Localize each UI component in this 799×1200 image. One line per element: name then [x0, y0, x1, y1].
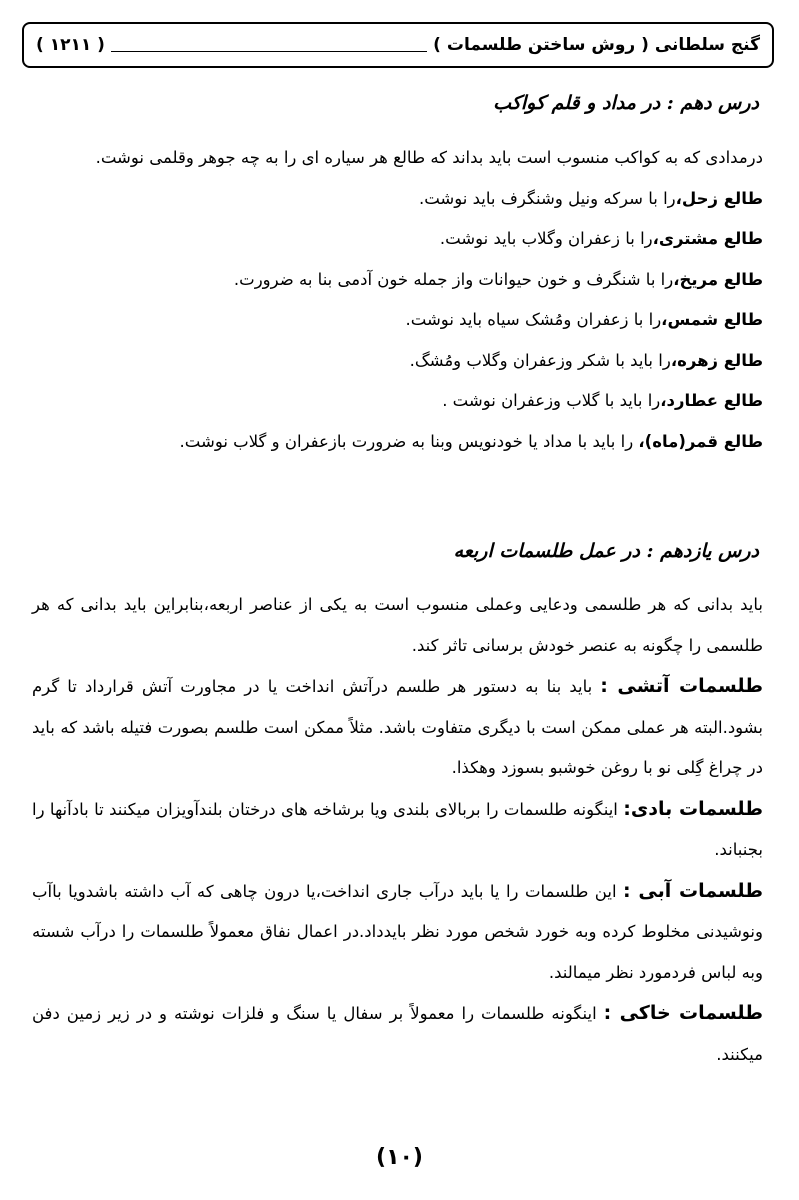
lesson10-item — [32, 422, 763, 463]
item-label: طالع مشتری، — [652, 229, 763, 248]
item-text: را باید با مداد یا خودنویس وبنا به ضرورت بازعفران و گلاب نوشت. — [179, 431, 639, 451]
item-text: را باید با شکر وزعفران وگلاب ومُشگ. — [409, 350, 671, 370]
page-header — [22, 22, 774, 68]
lesson10-item — [32, 260, 763, 301]
lesson10-item — [32, 219, 763, 260]
item-label: طلسمات آبی : — [622, 879, 763, 902]
item-text: را با زعفران ومُشک سیاه باید نوشت. — [405, 310, 662, 329]
lesson11-body — [32, 585, 763, 1075]
lesson10-body — [32, 138, 763, 462]
page-number: (۱۰) — [376, 1145, 423, 1170]
header-rule — [111, 39, 427, 52]
lesson11-intro: باید بدانی که هر طلسمی ودعایی وعملی منسوب است به یکی از عناصر اربعه،بنابراین باید بدانی که هر طلسمی را چگونه به عنصر خودش برسانی تاثر کند. — [32, 595, 763, 655]
item-text: را با شنگرف و خون حیوانات واز جمله خون آدمی بنا به ضرورت. — [233, 269, 674, 289]
item-label: طلسمات خاکی : — [603, 1002, 763, 1024]
item-text: این طلسمات را یا باید درآب جاری انداخت،یا درون چاهی که آب داشته باشدویا باآب ونوشیدنی مخلوط کرده وبه خورد شخص مورد نظر بایدداد.در اعمال نفاق معمولاً طلسمات را درآب شسته وبه لباس فردمورد نظر میمالند. — [32, 881, 763, 982]
item-text: را با سرکه ونیل وشنگرف باید نوشت. — [418, 188, 676, 208]
item-text: را با زعفران وگلاب باید نوشت. — [439, 229, 653, 248]
lesson10-title: درس دهم : در مداد و قلم کواکب — [493, 92, 759, 114]
item-label: طالع شمس، — [661, 310, 763, 329]
lesson10-item — [32, 341, 763, 382]
item-text: را باید با گلاب وزعفران نوشت . — [442, 391, 661, 410]
lesson10-intro: درمدادی که به کواکب منسوب است باید بداند که طالع هر سیاره ای را به چه جوهر وقلمی نوشت. — [95, 148, 763, 167]
item-label: طالع قمر(ماه)، — [638, 431, 763, 451]
lesson11-title: درس یازدهم : در عمل طلسمات اربعه — [453, 540, 759, 562]
item-text: باید بنا به دستور هر طلسم درآتش انداخت یا در مجاورت آتش قرارداد تا گرم بشود.البته هر عملی ممکن است با دیگری متفاوت باشد. مثلاً ممکن است طلسم بصورت فتیله باشد که باید در چراغ گِلی نو با روغن خوشبو بسوزد وهکذا. — [32, 677, 763, 777]
lesson10-item — [32, 300, 763, 341]
item-text: اینگونه طلسمات را بربالای بلندی ویا برشاخه های درختان بلندآویزان میکنند تا بادآنها را بجنباند. — [32, 799, 763, 859]
item-label: طالع مریخ، — [673, 269, 763, 289]
lesson10-item — [32, 179, 763, 220]
lesson11-item — [32, 993, 763, 1075]
item-label: طالع عطارد، — [660, 391, 763, 410]
header-ref: ( ۱۲۱۱ ) — [36, 35, 105, 55]
lesson10-item — [32, 381, 763, 422]
lesson11-item — [32, 666, 763, 789]
lesson11-item — [32, 789, 763, 871]
item-text: اینگونه طلسمات را معمولاً بر سفال یا سنگ و فلزات نوشته و در زیر زمین دفن میکنند. — [32, 1004, 763, 1064]
book-title: گنج سلطانی ( روش ساختن طلسمات ) — [433, 35, 760, 55]
item-label: طلسمات آتشی : — [600, 675, 763, 697]
item-label: طالع زهره، — [670, 350, 763, 370]
item-label: طلسمات بادی: — [623, 797, 763, 820]
lesson11-item — [32, 871, 763, 994]
item-label: طالع زحل، — [675, 188, 763, 208]
